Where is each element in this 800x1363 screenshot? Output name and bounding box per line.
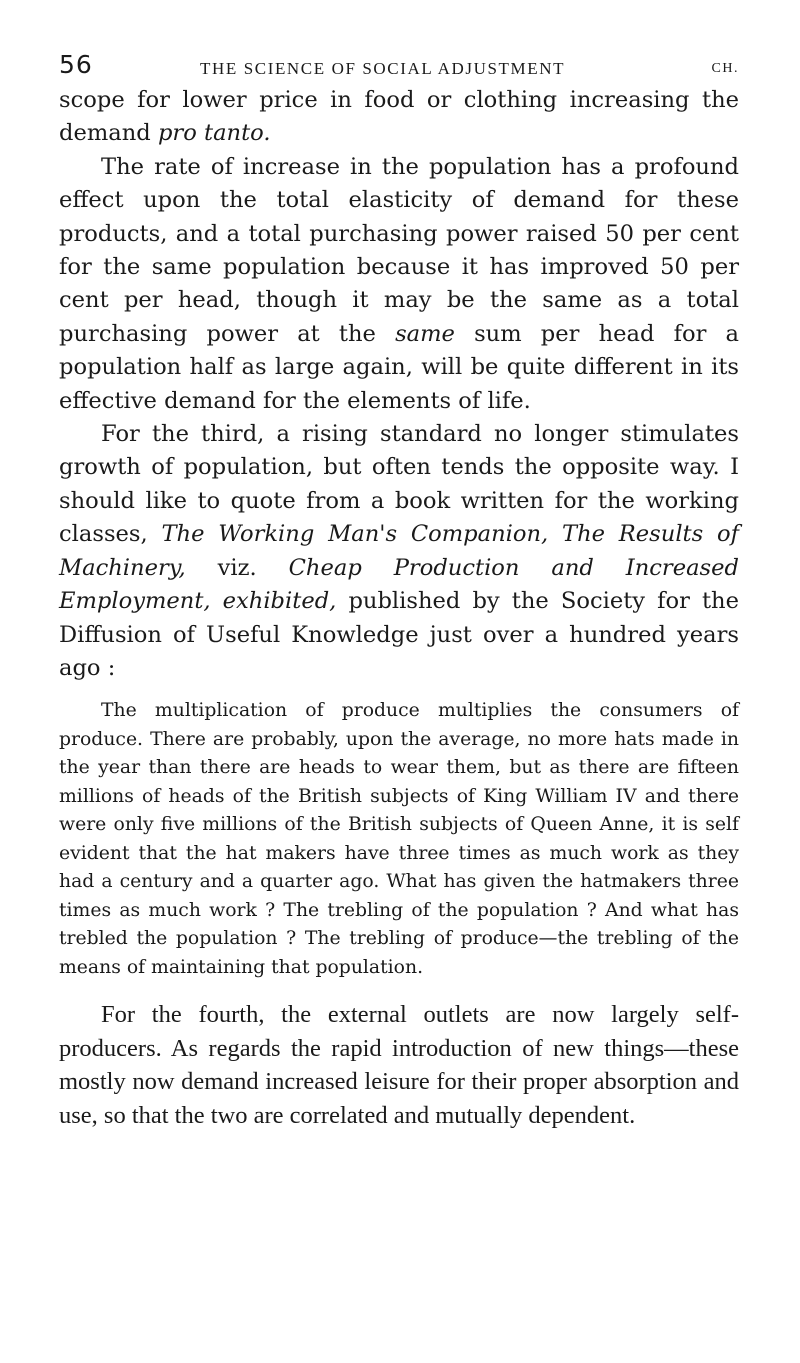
body-text — [59, 84, 739, 685]
paragraph-1-text: scope for lower price in food or clothing increasing the demand — [59, 87, 739, 147]
running-title: THE SCIENCE OF SOCIAL ADJUSTMENT — [200, 59, 566, 78]
paragraph-3-italic-title-2: Cheap Production and Increased Employment, exhibited, — [59, 554, 739, 615]
paragraph-2 — [59, 151, 739, 418]
chapter-mark: CH. — [711, 61, 739, 76]
paragraph-1 — [59, 84, 739, 151]
page-number: 56 — [59, 50, 93, 79]
block-quote-text: The multiplication of produce multiplies the consumers of produce. There are probably, upon the average, no more hats made in the year than there are heads to wear them, but as there are fifteen millions of heads of the British subjects of King William IV and there were only five millions of the British subjects of Queen Anne, it is self evident that the hat makers have three times as much work as they had a century and a quarter ago. What has given the hatmakers three times as much work ? The trebling of the population ? And what has trebled the population ? The trebling of produce—the trebling of the means of maintaining that population. — [59, 700, 739, 978]
paragraph-3-text-c: published by the Society for the Diffusion of Useful Knowledge just over a hundred years ago : — [59, 588, 739, 681]
book-page — [59, 50, 739, 1132]
closing-section — [59, 998, 739, 1132]
running-head — [59, 50, 739, 84]
paragraph-3 — [59, 418, 739, 685]
paragraph-2-text-a: The rate of increase in the population has a profound effect upon the total elasticity of demand for these products, and a total purchasing power raised 50 per cent for the same population because it has improved 50 per cent per head, though it may be the same as a total purchasing power at the — [59, 153, 739, 347]
paragraph-3-italic-title-1: The Working Man's Companion, The Results of Machinery, — [59, 521, 739, 581]
paragraph-2-italic: same — [395, 320, 455, 347]
paragraph-3-text-a: For the third, a rising standard no longer stimulates growth of population, but often tends the opposite way. I should like to quote from a book written for the working classes, — [59, 421, 739, 548]
paragraph-3-text-b: viz. — [185, 554, 289, 581]
paragraph-1-italic: pro tanto. — [157, 120, 271, 147]
closing-paragraph: For the fourth, the external outlets are now largely self-producers. As regards the rapid introduction of new things—these mostly now demand increased leisure for their proper absorption and use, so that the two are correlated and mutually dependent. — [59, 1001, 739, 1129]
paragraph-2-text-b: sum per head for a population half as large again, will be quite different in its effective demand for the elements of life. — [59, 320, 739, 414]
block-quote — [59, 697, 739, 982]
